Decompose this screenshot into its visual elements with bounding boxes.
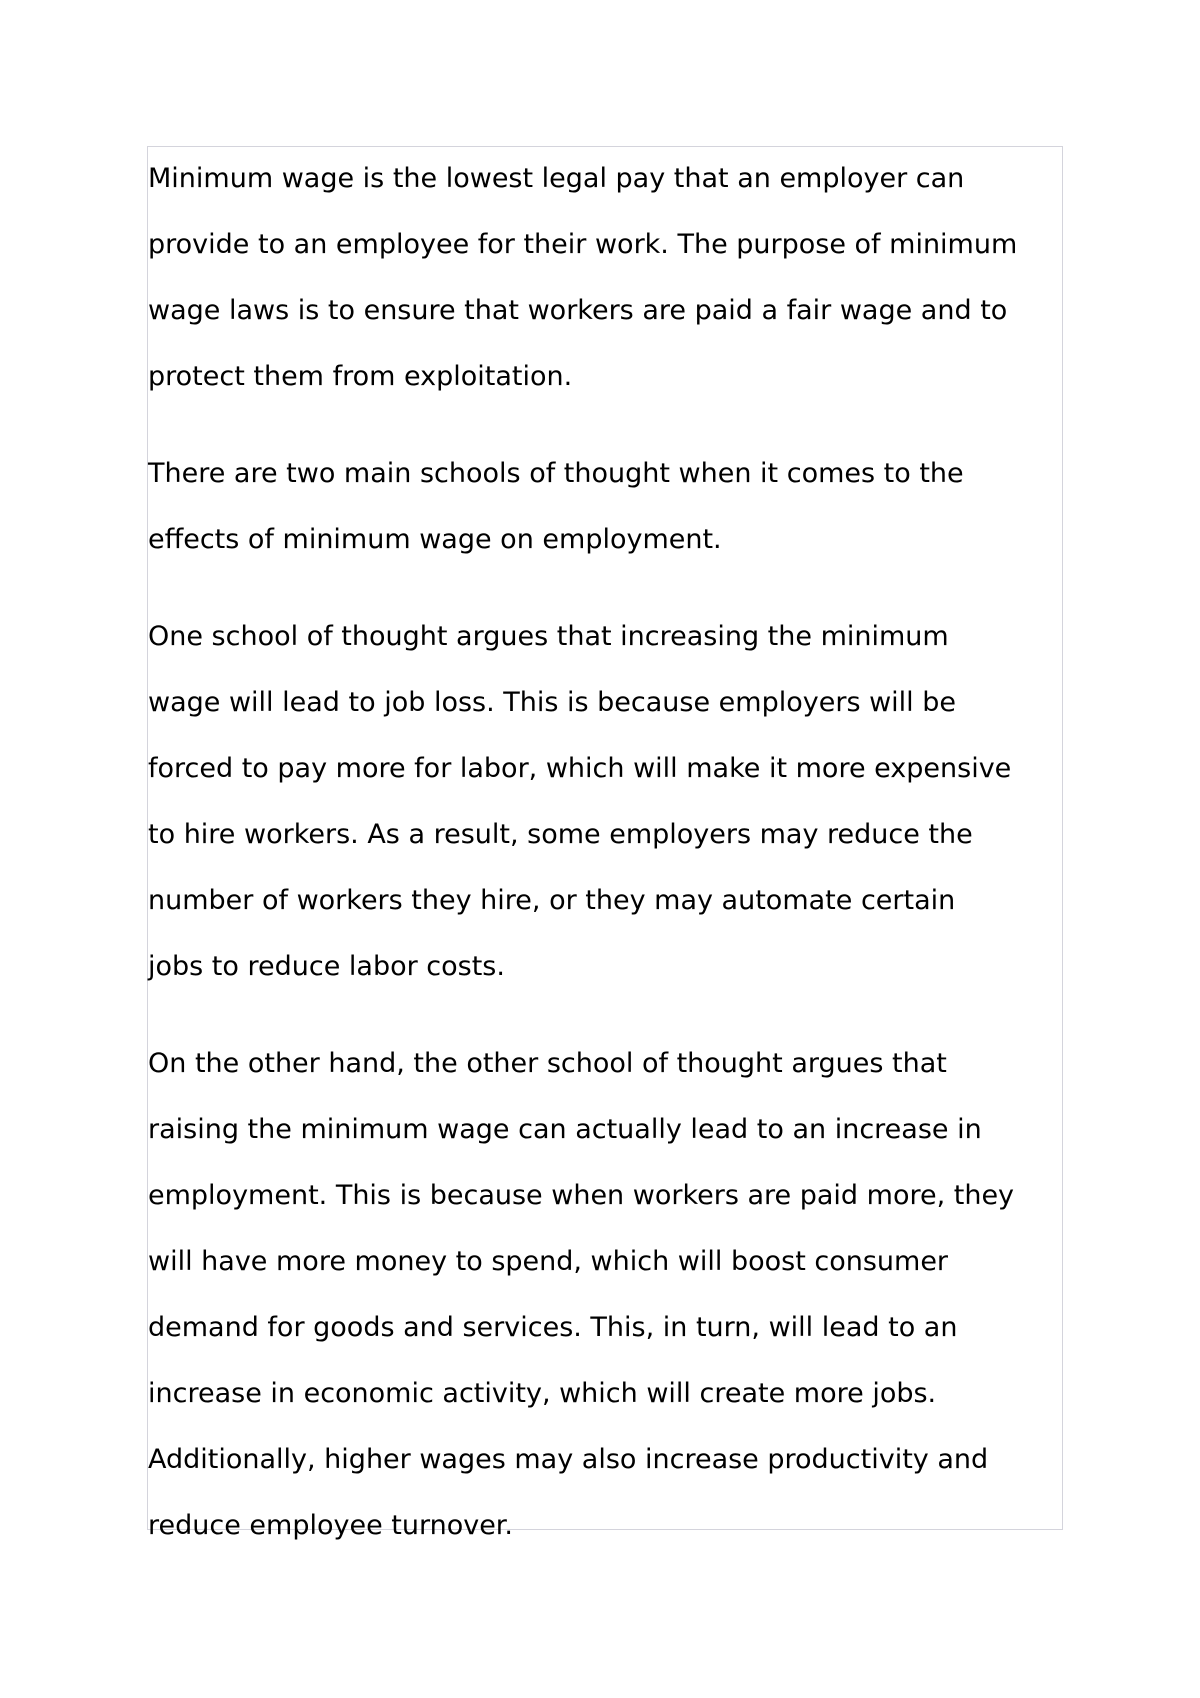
paragraph-employment-increase-argument: On the other hand, the other school of thought argues that raising the minimum wage can actually lead to an increase in employment. This is because when workers are paid more, they will have more money to spend, which will boost consumer demand for goods and services. This, in turn, will lead to an increase in economic activity, which will create more jobs. Additionally, higher wages may also increase productivity and reduce employee turnover. (148, 1048, 1015, 1541)
paragraph-schools-of-thought: There are two main schools of thought when it comes to the effects of minimum wage on employment. (148, 458, 964, 555)
paragraph-job-loss-argument: One school of thought argues that increasing the minimum wage will lead to job loss. This is because employers will be forced to pay more for labor, which will make it more expensive to hire workers. As a result, some employers may reduce the number of workers they hire, or they may automate certain jobs to reduce labor costs. (148, 621, 1012, 982)
paragraph-definition: Minimum wage is the lowest legal pay that an employer can provide to an employee for their work. The purpose of minimum wage laws is to ensure that workers are paid a fair wage and to protect them from exploitation. (148, 163, 1018, 392)
document-text-box (147, 146, 1063, 1541)
